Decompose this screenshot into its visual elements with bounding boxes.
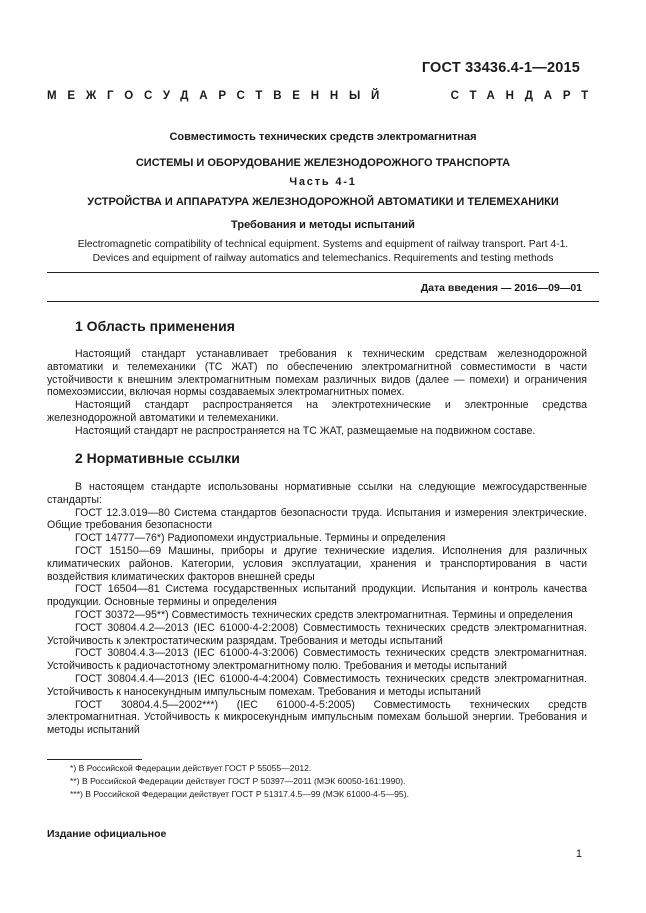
footnote [70, 776, 405, 786]
footnote [70, 789, 409, 799]
english-title-line-1: Electromagnetic compatibility of technical equipment. Systems and equipment of railway transport. Part 4-1. [77, 239, 569, 250]
reference-item: ГОСТ 16504—81 Система государственных испытаний продукции. Испытания и контроль качества продукции. Основные термины и определения [47, 583, 587, 609]
footnote-divider [47, 759, 142, 760]
reference-item: ГОСТ 30804.4.5—2002***) (IEC 61000-4-5:2005) Совместимость технических средств электромагнитная. Устойчивость к микросекундным импульсным помехам большой энергии. Требования и методы испытаний [47, 698, 587, 737]
reference-item: ГОСТ 12.3.019—80 Система стандартов безопасности труда. Испытания и измерения электрические. Общие требования безопасности [47, 506, 587, 532]
edition-label: Издание официальное [47, 828, 167, 840]
page-number: 1 [575, 848, 582, 860]
paragraph: Настоящий стандарт распространяется на электротехнические и электронные средства железнодорожной автоматики и телемеханики. [47, 399, 587, 424]
section-2-heading: 2 Нормативные ссылки [75, 450, 240, 466]
interstate-word: МЕЖГОСУДАРСТВЕННЫЙ [47, 90, 391, 102]
reference-item: ГОСТ 30804.4.3—2013 (IEC 61000-4-3:2006) Совместимость технических средств электромагнитная. Устойчивость к радиочастотному электромагнитному полю. Требования и методы испытаний [47, 647, 587, 673]
section-2-body [47, 481, 587, 737]
title-line-2: СИСТЕМЫ И ОБОРУДОВАНИЕ ЖЕЛЕЗНОДОРОЖНОГО ТРАНСПОРТА [135, 157, 511, 169]
reference-item: ГОСТ 14777—76*) Радиопомехи индустриальные. Термины и определения [75, 532, 446, 545]
title-line-4: УСТРОЙСТВА И АППАРАТУРА ЖЕЛЕЗНОДОРОЖНОЙ АВТОМАТИКИ И ТЕЛЕМЕХАНИКИ [87, 196, 559, 208]
paragraph: Настоящий стандарт устанавливает требования к техническим средствам железнодорожной автоматики и телемеханики (ТС ЖАТ) по обеспечению электромагнитной совместимости в части устойчивости к внешним электромагнитным помехам различных видов (далее — помехи) и ограничения помехоэмиссии, включая нормы создаваемых электромагнитных помех. [47, 348, 587, 399]
footnote [70, 763, 311, 773]
footnote-mark: **) [70, 776, 80, 786]
reference-item: ГОСТ 30804.4.4—2013 (IEC 61000-4-4:2004) Совместимость технических средств электромагнитная. Устойчивость к наносекундным импульсным помехам. Требования и методы испытаний [47, 672, 587, 698]
title-line-1: Совместимость технических средств электромагнитная [169, 131, 477, 143]
section-1-heading: 1 Область применения [75, 318, 235, 334]
section-1-body [47, 348, 587, 438]
footnote-text: В Российской Федерации действует ГОСТ Р 51317.4.5—99 (МЭК 61000-4-5—95). [85, 789, 409, 799]
footnote-mark: *) [70, 763, 77, 773]
standard-word: СТАНДАРТ [450, 90, 599, 102]
reference-item: ГОСТ 30372—95**) Совместимость технических средств электромагнитная. Термины и определения [75, 608, 573, 621]
reference-item: ГОСТ 30804.4.2—2013 (IEC 61000-4-2:2008) Совместимость технических средств электромагнитная. Устойчивость к электростатическим разрядам. Требования и методы испытаний [47, 621, 587, 647]
footnote-text: В Российской Федерации действует ГОСТ Р 55055—2012. [78, 763, 312, 773]
divider-top [47, 272, 599, 273]
reference-item: ГОСТ 15150—69 Машины, приборы и другие технические изделия. Исполнения для различных климатических районов. Категории, условия эксплуатации, хранения и транспортирования в части воздействия климатических факторов внешней среды [47, 544, 587, 583]
title-subtitle: Требования и методы испытаний [231, 219, 415, 231]
footnote-text: В Российской Федерации действует ГОСТ Р 50397—2011 (МЭК 60050-161:1990). [81, 776, 406, 786]
divider-bottom [47, 301, 599, 302]
english-title [40, 238, 606, 266]
english-title-line-2: Devices and equipment of railway automatics and telemechanics. Requirements and testing methods [92, 253, 554, 264]
intro-date: Дата введения — 2016—09—01 [420, 282, 582, 294]
title-part: Часть 4-1 [289, 176, 357, 188]
document-code: ГОСТ 33436.4-1—2015 [421, 60, 580, 76]
paragraph: Настоящий стандарт не распространяется на ТС ЖАТ, размещаемые на подвижном составе. [75, 424, 536, 437]
footnote-mark: ***) [70, 789, 83, 799]
paragraph: В настоящем стандарте использованы нормативные ссылки на следующие межгосударственные стандарты: [47, 481, 587, 506]
